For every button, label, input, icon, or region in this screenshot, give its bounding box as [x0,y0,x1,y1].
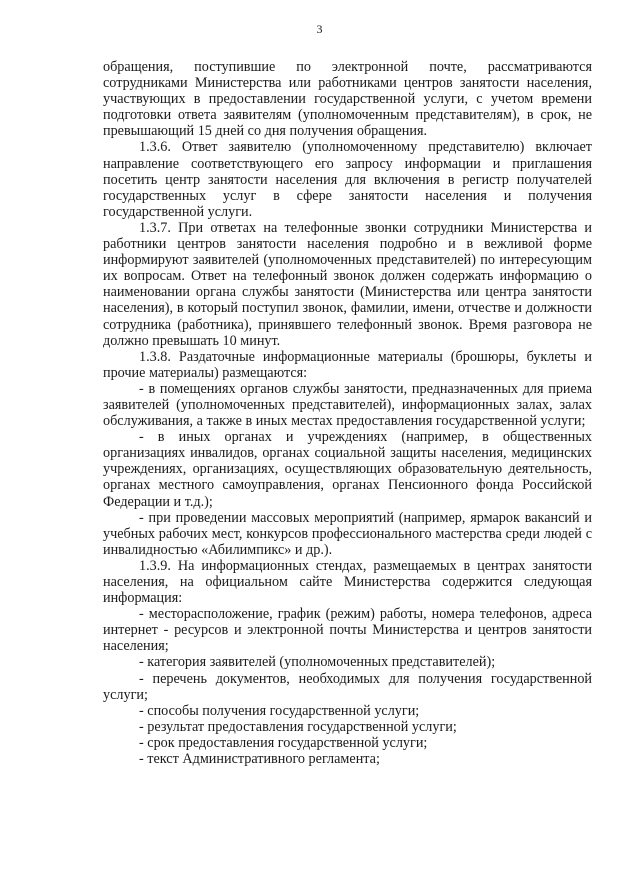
list-item: - способы получения государственной услуги; [139,702,420,719]
list-item: - категория заявителей (уполномоченных представителей); [139,654,496,671]
paragraph: обращения, поступившие по электронной почте, рассматриваются сотрудниками Министерства или работниками центров занятости населения, участвующих в предоставлении государственной услуги, с учетом времени подготовки ответа заявителям (уполномоченным представителям), в срок, не превышающий 15 дней со дня получения обращения. [103,59,592,140]
paragraph-1-3-6: 1.3.6. Ответ заявителю (уполномоченному представителю) включает направление соответствующего его запросу информации и приглашения посетить центр занятости населения для включения в регистр получателей государственных услуг в сфере занятости населения и получения государственной услуги. [103,139,592,220]
page-number: 3 [316,22,323,36]
list-item: - результат предоставления государственной услуги; [139,718,457,735]
document-body [103,59,592,767]
list-item: - месторасположение, график (режим) работы, номера телефонов, адреса интернет - ресурсов и электронной почты Министерства и центров занятости населения; [103,606,592,655]
list-item: - в иных органах и учреждениях (например, в общественных организациях инвалидов, органах социальной защиты населения, медицинских учреждениях, организациях, осуществляющих образовательную деятельность, органах местного самоуправления, органах Пенсионного фонда Российской Федерации и т.д.); [103,429,592,510]
list-item: - в помещениях органов службы занятости, предназначенных для приема заявителей (уполномоченных представителей), информационных залах, залах обслуживания, а также в иных местах предоставления государственной услуги; [103,380,592,430]
paragraph-1-3-8: 1.3.8. Раздаточные информационные материалы (брошюры, буклеты и прочие материалы) размещаются: [103,348,592,381]
paragraph-1-3-9: 1.3.9. На информационных стендах, размещаемых в центрах занятости населения, на официальном сайте Министерства содержится следующая информация: [103,557,592,607]
list-item: - срок предоставления государственной услуги; [139,734,428,751]
list-item: - при проведении массовых мероприятий (например, ярмарок вакансий и учебных рабочих мест, конкурсов профессионального мастерства среди людей с инвалидностью «Абилимпикс» и др.). [103,509,592,558]
list-item: - текст Административного регламента; [139,751,380,768]
paragraph-1-3-7: 1.3.7. При ответах на телефонные звонки сотрудники Министерства и работники центров занятости населения подробно и в вежливой форме информируют заявителей (уполномоченных представителей) по интересующим их вопросам. Ответ на телефонный звонок должен содержать информацию о наименовании органа службы занятости (Министерства или центра занятости населения), в который поступил звонок, фамилии, имени, отчестве и должности сотрудника (работника), принявшего телефонный звонок. Время разговора не должно превышать 10 минут. [103,219,592,349]
list-item: - перечень документов, необходимых для получения государственной услуги; [103,670,592,703]
